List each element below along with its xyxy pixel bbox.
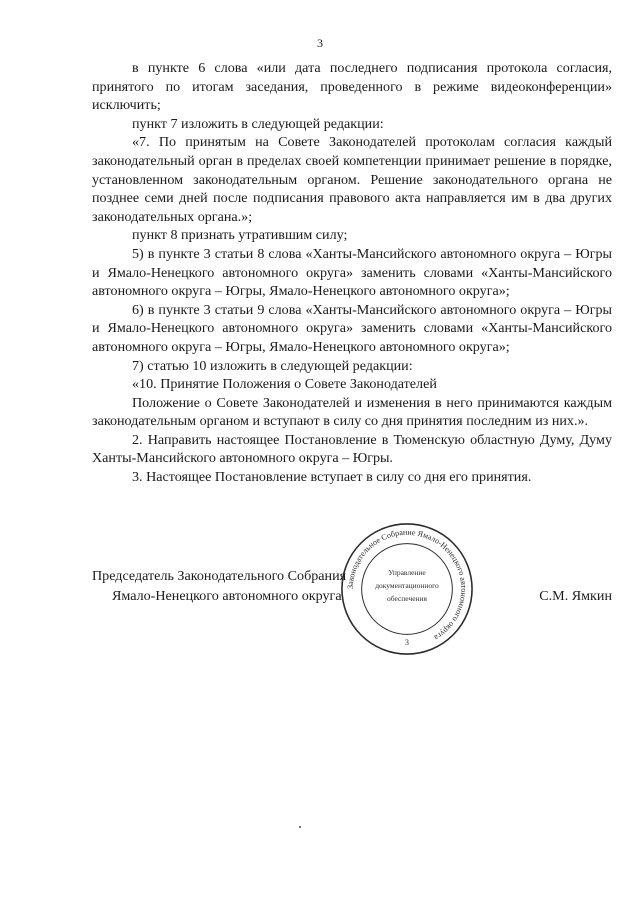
seal-center-line-3: обеспечения bbox=[387, 593, 427, 603]
paragraph: 2. Направить настоящее Постановление в Тюменскую областную Думу, Думу Ханты-Мансийского автономного округа – Югры. bbox=[92, 431, 612, 467]
seal-center-line-2: документационного bbox=[375, 581, 439, 591]
paragraph: 6) в пункте 3 статьи 9 слова «Ханты-Мансийского автономного округа – Югры и Ямало-Ненецкого автономного округа» заменить словами «Ханты-Мансийского автономного округа – Югры, Ямало-Ненецкого автономного округа»; bbox=[92, 301, 612, 355]
signatory-title: Председатель Законодательного Собрания bbox=[92, 568, 347, 584]
page-number: 3 bbox=[317, 36, 323, 50]
paragraph: 3. Настоящее Постановление вступает в силу со дня его принятия. bbox=[132, 469, 532, 486]
paragraph: «7. По принятым на Совете Законодателей протоколам согласия каждый законодательный орган в пределах своей компетенции принимает решение в порядке, установленном законодательным органом. Решение законодательного органа не позднее семи дней после подписания правового акта направляется им в два других законодательных органа.»; bbox=[92, 134, 612, 225]
paragraph: пункт 8 признать утратившим силу; bbox=[132, 227, 348, 244]
seal-graphic bbox=[338, 520, 476, 658]
paragraph: пункт 7 изложить в следующей редакции: bbox=[132, 115, 384, 132]
document-body bbox=[92, 59, 612, 487]
paragraph: «10. Принятие Положения о Совете Законодателей bbox=[132, 376, 437, 393]
seal-center-line-1: Управление bbox=[388, 568, 426, 578]
signatory-title-continued: Ямало-Ненецкого автономного округа bbox=[112, 588, 342, 604]
paragraph: 7) статью 10 изложить в следующей редакции: bbox=[132, 357, 413, 374]
paragraph: 5) в пункте 3 статьи 8 слова «Ханты-Мансийского автономного округа – Югры и Ямало-Ненецкого автономного округа» заменить словами «Ханты-Мансийского автономного округа – Югры, Ямало-Ненецкого автономного округа»; bbox=[92, 245, 612, 300]
signatory-name: С.М. Ямкин bbox=[539, 588, 612, 604]
paragraph: в пункте 6 слова «или дата последнего подписания протокола согласия, принятого по итогам заседания, проведенного в режиме видеоконференции» исключить; bbox=[92, 60, 612, 114]
scan-speck bbox=[299, 826, 301, 828]
official-seal bbox=[338, 520, 476, 658]
seal-number: 3 bbox=[405, 638, 409, 648]
seal-ring-text: Законодательное Собрание Ямало-Ненецкого автономного округа bbox=[345, 527, 469, 643]
paragraph: Положение о Совете Законодателей и изменения в него принимаются каждым законодательным органом и вступают в силу со дня принятия последним из них.». bbox=[92, 394, 612, 430]
